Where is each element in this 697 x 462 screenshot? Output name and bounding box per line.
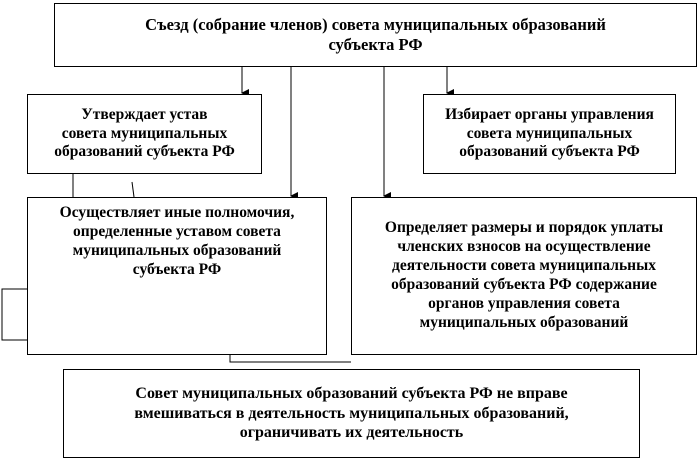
approves-charter-box xyxy=(27,94,262,174)
other-powers-box xyxy=(27,197,327,355)
membership-fees-box xyxy=(351,197,697,355)
restriction-box xyxy=(63,369,640,458)
restriction-text: Совет муниципальных образований субъекта РФ не вправе вмешиваться в деятельность муниципальных образований, ограничивать их деятельность xyxy=(134,385,569,442)
elects-bodies-text: Избирает органы управления совета муниципальных образований субъекта РФ xyxy=(445,105,654,161)
congress-box xyxy=(54,3,697,67)
left-bracket xyxy=(2,289,27,340)
connector-lower-boxes xyxy=(230,355,351,362)
congress-box-text: Съезд (собрание членов) совета муниципальных образований субъекта РФ xyxy=(145,14,606,54)
connector-ustav-inye-b xyxy=(132,182,134,197)
membership-fees-text: Определяет размеры и порядок уплаты членских взносов на осуществление деятельности совета муниципальных образований субъекта РФ содержание органов управления совета муниципальных образований xyxy=(384,219,664,331)
approves-charter-text: Утверждает устав совета муниципальных образований субъекта РФ xyxy=(54,105,235,161)
other-powers-text: Осуществляет иные полномочия, определенные уставом совета муниципальных образований субъекта РФ xyxy=(59,204,295,278)
elects-bodies-box xyxy=(423,94,676,174)
